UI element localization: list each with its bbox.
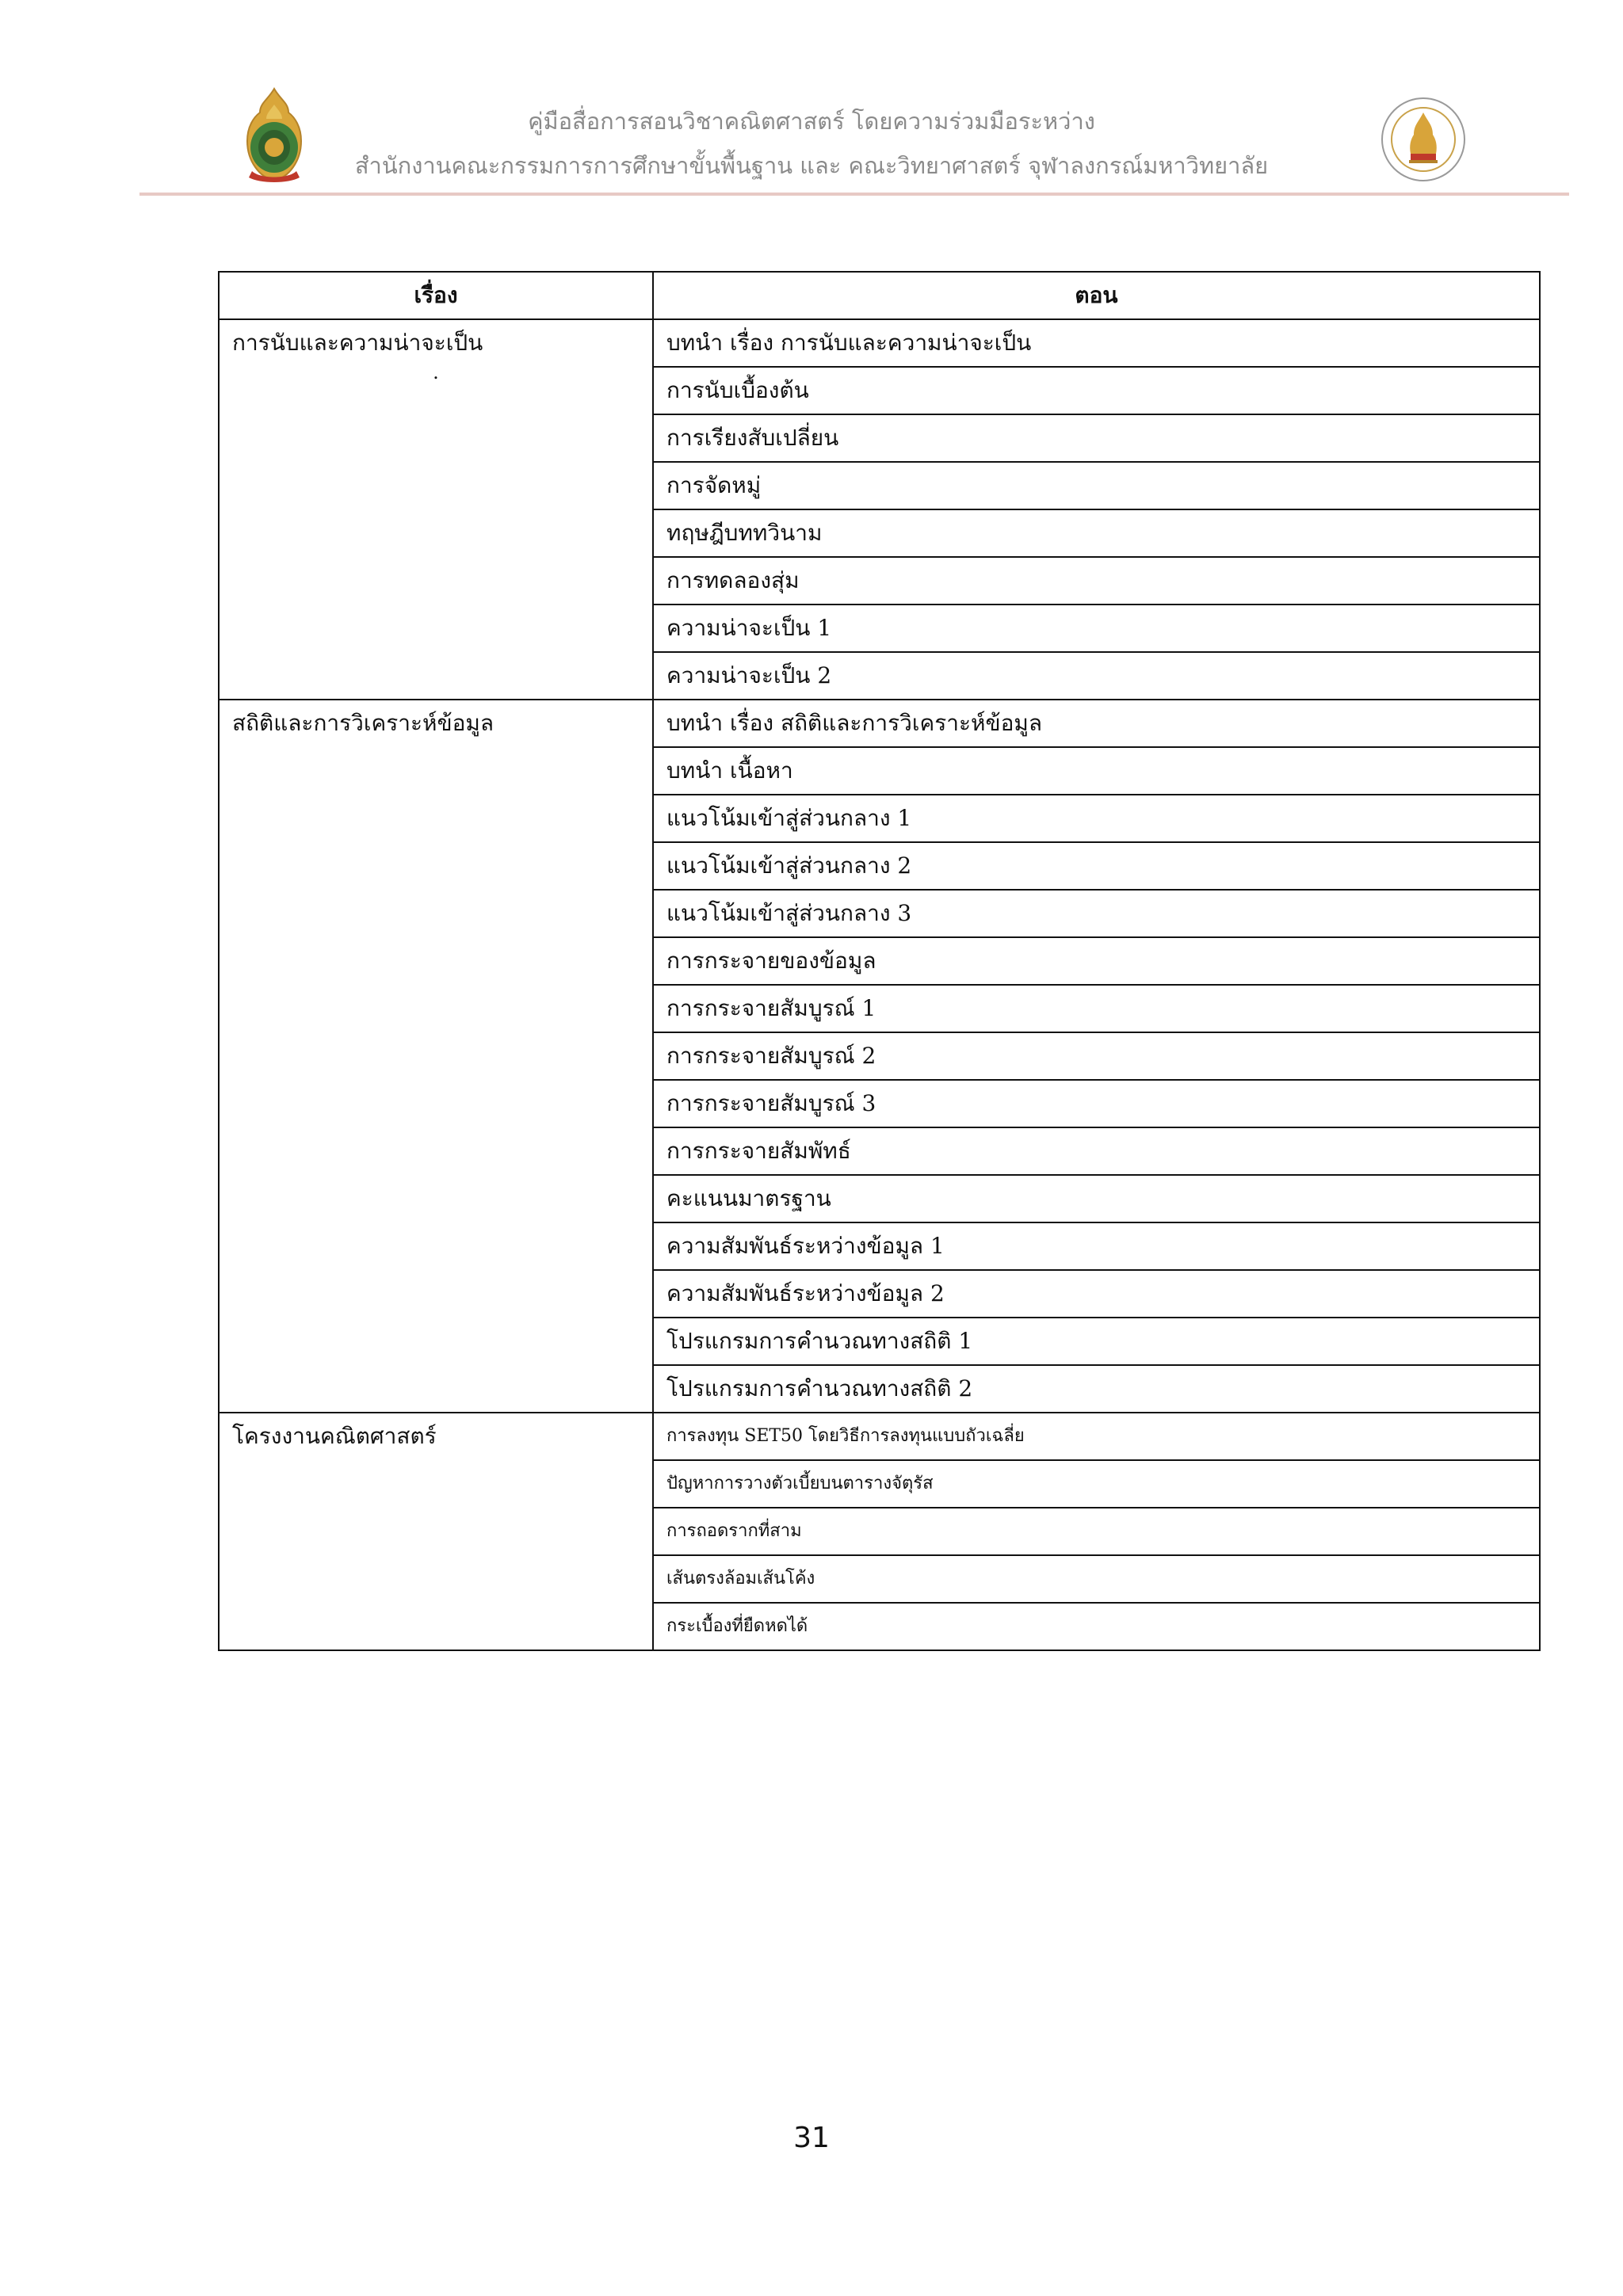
episode-cell: บทนำ เรื่อง การนับและความน่าจะเป็น: [653, 319, 1540, 367]
stray-dot: .: [433, 361, 439, 383]
episode-cell: โปรแกรมการคำนวณทางสถิติ 1: [653, 1318, 1540, 1365]
page-header: [0, 0, 1623, 206]
topic-cell: [219, 319, 653, 700]
topic-episode-table: [218, 271, 1541, 1651]
table-row: [219, 700, 1540, 747]
episode-cell: แนวโน้มเข้าสู่ส่วนกลาง 3: [653, 890, 1540, 937]
episode-cell: ความน่าจะเป็น 1: [653, 605, 1540, 652]
episode-cell: โปรแกรมการคำนวณทางสถิติ 2: [653, 1365, 1540, 1413]
episode-cell: บทนำ เรื่อง สถิติและการวิเคราะห์ข้อมูล: [653, 700, 1540, 747]
page-number: 31: [793, 2122, 830, 2154]
episode-cell: การเรียงสับเปลี่ยน: [653, 414, 1540, 462]
episode-cell: การทดลองสุ่ม: [653, 557, 1540, 605]
header-title-line1: คู่มือสื่อการสอนวิชาคณิตศาสตร์ โดยความร่วมมือระหว่าง: [528, 108, 1095, 135]
episode-cell: แนวโน้มเข้าสู่ส่วนกลาง 1: [653, 795, 1540, 842]
header-title-line2: สำนักงานคณะกรรมการการศึกษาขั้นพื้นฐาน และ คณะวิทยาศาสตร์ จุฬาลงกรณ์มหาวิทยาลัย: [354, 152, 1269, 179]
table-row: [219, 1413, 1540, 1460]
column-header-topic: เรื่อง: [219, 272, 653, 319]
table-header-row: [219, 272, 1540, 319]
episode-cell: บทนำ เนื้อหา: [653, 747, 1540, 795]
episode-cell: การนับเบื้องต้น: [653, 367, 1540, 414]
topic-cell: [219, 700, 653, 1413]
episode-cell: การจัดหมู่: [653, 462, 1540, 509]
episode-cell: เส้นตรงล้อมเส้นโค้ง: [653, 1555, 1540, 1603]
episode-cell: การลงทุน SET50 โดยวิธีการลงทุนแบบถัวเฉลี่ย: [653, 1413, 1540, 1460]
episode-cell: การกระจายสัมบูรณ์ 2: [653, 1032, 1540, 1080]
episode-cell: ความน่าจะเป็น 2: [653, 652, 1540, 700]
episode-cell: แนวโน้มเข้าสู่ส่วนกลาง 2: [653, 842, 1540, 890]
episode-cell: ความสัมพันธ์ระหว่างข้อมูล 2: [653, 1270, 1540, 1318]
topic-cell: [219, 1413, 653, 1650]
episode-cell: การกระจายสัมพัทธ์: [653, 1127, 1540, 1175]
topic-label: การนับและความน่าจะเป็น: [232, 330, 483, 356]
column-header-episode: ตอน: [653, 272, 1540, 319]
episode-cell: ความสัมพันธ์ระหว่างข้อมูล 1: [653, 1222, 1540, 1270]
episode-cell: คะแนนมาตรฐาน: [653, 1175, 1540, 1222]
episode-cell: การกระจายสัมบูรณ์ 3: [653, 1080, 1540, 1127]
episode-cell: การถอดรากที่สาม: [653, 1508, 1540, 1555]
episode-cell: การกระจายของข้อมูล: [653, 937, 1540, 985]
topic-label: สถิติและการวิเคราะห์ข้อมูล: [232, 710, 495, 736]
table-row: [219, 319, 1540, 367]
episode-cell: การกระจายสัมบูรณ์ 1: [653, 985, 1540, 1032]
episode-cell: กระเบื้องที่ยืดหดได้: [653, 1603, 1540, 1650]
episode-cell: ปัญหาการวางตัวเบี้ยบนตารางจัตุรัส: [653, 1460, 1540, 1508]
topic-label: โครงงานคณิตศาสตร์: [232, 1423, 437, 1449]
chulalongkorn-science-logo: [1379, 95, 1468, 184]
header-divider: [139, 193, 1569, 196]
episode-cell: ทฤษฎีบททวินาม: [653, 509, 1540, 557]
